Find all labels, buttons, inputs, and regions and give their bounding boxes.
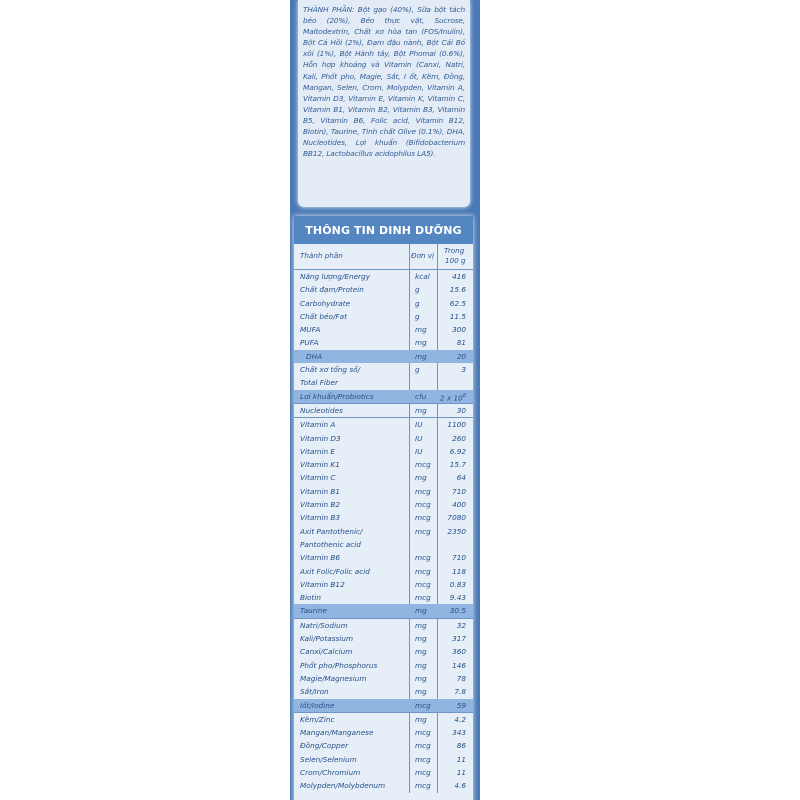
table-row [294, 604, 473, 617]
nutrient-name-line1: Đồng/Copper [300, 741, 349, 751]
nutrient-name-line1: Iốt/Iodine [300, 700, 335, 710]
nutrient-name-line2: Pantothenic acid [300, 539, 361, 549]
header-value-line1: Trong [444, 246, 465, 255]
table-rows [294, 270, 473, 793]
nutrient-name [300, 363, 360, 390]
nutrient-value-text: 360 [452, 647, 466, 657]
table-row [294, 458, 473, 471]
nutrient-value-text: 9.43 [449, 593, 466, 603]
nutrient-name-line2: Total Fiber [300, 378, 339, 388]
nutrient-name-line1: Kali/Potassium [300, 634, 354, 644]
table-row [294, 323, 473, 336]
nutrient-name-line1: MUFA [300, 325, 321, 335]
nutrient-value-text: 11 [456, 754, 466, 764]
table-row [294, 350, 473, 363]
table-row [294, 525, 473, 552]
nutrient-value [452, 632, 466, 645]
nutrient-unit: mg [415, 673, 427, 683]
nutrient-value [457, 766, 466, 779]
nutrient-value [457, 672, 466, 685]
nutrient-value [452, 485, 466, 498]
nutrient-name [306, 350, 322, 363]
nutrient-unit: mcg [415, 553, 431, 563]
table-row [294, 739, 473, 752]
nutrient-name [300, 685, 329, 698]
nutrient-value-text: 11 [456, 767, 466, 777]
nutrient-value [452, 270, 466, 283]
table-row [294, 591, 473, 604]
nutrient-name [300, 336, 319, 349]
nutrient-unit: IU [415, 446, 423, 456]
nutrient-name-line1: Canxi/Calcium [300, 647, 353, 657]
table-row [294, 645, 473, 658]
nutrient-name-line1: Vitamin B1 [300, 486, 341, 496]
nutrient-unit: mcg [415, 754, 431, 764]
nutrient-value-text: 3 [461, 365, 466, 375]
nutrient-name [300, 726, 373, 739]
table-row [294, 471, 473, 484]
nutrient-value [454, 713, 466, 726]
nutrient-value-text: 710 [452, 553, 466, 563]
nutrient-value [452, 323, 466, 336]
nutrient-value-text: 20 [456, 351, 466, 361]
table-row [294, 632, 473, 645]
nutrient-value-text: 15.6 [449, 285, 466, 295]
nutrient-name-line1: Biotin [300, 593, 322, 603]
nutrient-name [300, 498, 340, 511]
nutrient-name [300, 779, 385, 792]
nutrient-unit: mg [415, 606, 427, 616]
nutrient-unit: mcg [415, 526, 431, 536]
nutrient-name-line1: Crom/Chromium [300, 767, 361, 777]
nutrient-name-line1: Vitamin K1 [300, 460, 340, 470]
table-title: THÔNG TIN DINH DƯỠNG [294, 216, 473, 244]
nutrient-value [452, 498, 466, 511]
nutrient-value [454, 779, 466, 792]
nutrient-name [300, 323, 320, 336]
nutrient-name [300, 578, 345, 591]
nutrient-unit: g [415, 285, 420, 295]
nutrient-name-line1: DHA [306, 351, 323, 361]
nutrient-name [300, 699, 334, 712]
nutrient-name-line1: Carbohydrate [300, 298, 351, 308]
nutrient-name [300, 471, 336, 484]
nutrient-name [300, 645, 352, 658]
nutrient-name-line1: Vitamin E [300, 446, 336, 456]
nutrient-unit: mg [415, 473, 427, 483]
nutrient-unit: g [415, 365, 420, 375]
nutrient-name [300, 565, 370, 578]
nutrient-value-text: 146 [452, 660, 466, 670]
nutrient-unit: mcg [415, 593, 431, 603]
nutrient-value [447, 418, 466, 431]
nutrient-value [450, 310, 466, 323]
nutrient-name [300, 432, 341, 445]
nutrient-name-line1: Vitamin B3 [300, 513, 341, 523]
nutrient-unit: mg [415, 620, 427, 630]
table-row [294, 403, 473, 417]
nutrient-name [300, 672, 366, 685]
nutrient-unit: mg [415, 351, 427, 361]
nutrient-name-line1: Vitamin A [300, 420, 336, 430]
nutrient-unit: kcal [415, 272, 430, 281]
nutrient-value-text: 59 [456, 700, 466, 710]
nutrient-name-line1: Taurine [300, 606, 327, 616]
nutrient-value [450, 445, 466, 458]
table-row [294, 310, 473, 323]
table-row [294, 363, 473, 390]
nutrient-value-text: 7.8 [454, 687, 466, 697]
nutrient-name-line1: Natri/Sodium [300, 620, 348, 630]
table-row [294, 432, 473, 445]
nutrient-value [452, 645, 466, 658]
nutrient-value-text: 86 [456, 741, 466, 751]
nutrient-name [300, 632, 353, 645]
nutrient-value [452, 726, 466, 739]
nutrient-name-line1: Kẽm/Zinc [300, 714, 335, 724]
nutrient-name [300, 753, 357, 766]
nutrient-unit: cfu [415, 391, 427, 401]
table-row [294, 766, 473, 779]
table-row [294, 726, 473, 739]
nutrient-name [300, 713, 335, 726]
header-name: Thành phần [300, 251, 343, 260]
nutrient-name-line1: Vitamin C [300, 473, 336, 483]
nutrient-unit: mcg [415, 741, 431, 751]
nutrient-unit: mcg [415, 500, 431, 510]
nutrient-value [457, 739, 466, 752]
nutrient-unit: mg [415, 714, 427, 724]
ingredients-text: THÀNH PHẦN: Bột gạo (40%), Sữa bột tách béo (20%), Béo thực vật, Sucrose, Maltodextrin, Chất xơ hòa tan (FOS/Inulin), Bột Cá Hồi (2%), Đạm đậu nành, Bột Cải Bó xôi (1%), Bột Hành tây, Bột Phomai (0.6%), Hỗn hợp khoáng và Vitamin (Canxi, Natri, Kali, Phốt pho, Magie, Sắt, I ốt, Kẽm, Đồng, Mangan, Selen, Crom, Molypden, Vitamin A, Vitamin D3, Vitamin E, Vitamin K, Vitamin C, Vitamin B1, Vitamin B2, Vitamin B3, Vitamin B5, Vitamin B6, Folic acid, Vitamin B12, Biotin), Taurine, Tinh chất Olive (0.1%), DHA, Nucleotides, Lợi khuẩn (Bifidobacterium BB12, Lactobacillus acidophilus LA5). [298, 0, 470, 207]
nutrient-name-line1: PUFA [300, 338, 319, 348]
nutrient-value [450, 297, 466, 310]
nutrient-value [450, 458, 466, 471]
nutrient-name [300, 445, 335, 458]
nutrient-name [300, 739, 348, 752]
nutrient-name-line1: Axit Pantothenic/ [300, 526, 363, 536]
table-row [294, 753, 473, 766]
nutrient-name-line1: Sắt/Iron [300, 687, 329, 697]
nutrient-value-text: 1100 [447, 420, 466, 430]
nutrient-value-text: 78 [456, 673, 466, 683]
table-row [294, 659, 473, 672]
nutrient-unit: mcg [415, 700, 431, 710]
nutrient-unit: mg [415, 687, 427, 697]
nutrient-value [452, 565, 466, 578]
nutrition-panel [290, 0, 480, 800]
nutrient-name-line1: Selen/Selenium [300, 754, 357, 764]
nutrient-name [300, 619, 348, 632]
nutrient-name-line1: Phốt pho/Phosphorus [300, 660, 378, 670]
nutrient-value-text: 30.5 [449, 606, 466, 616]
nutrient-name [300, 604, 327, 617]
nutrient-value [452, 432, 466, 445]
nutrient-unit: mg [415, 325, 427, 335]
nutrient-name [300, 525, 362, 552]
nutrient-name [300, 659, 377, 672]
nutrient-value [454, 685, 466, 698]
table-header [294, 244, 473, 270]
table-row [294, 498, 473, 511]
nutrient-unit: g [415, 311, 420, 321]
table-row [294, 779, 473, 792]
nutrient-value-text: 2 x 10 [439, 393, 463, 403]
nutrient-name-line1: Molypden/Molybdenum [300, 781, 386, 791]
nutrient-value [457, 699, 466, 712]
nutrition-table [294, 216, 473, 800]
nutrient-value-text: 317 [452, 634, 466, 644]
nutrient-name [300, 390, 374, 403]
nutrient-unit: mcg [415, 767, 431, 777]
nutrient-value [450, 591, 466, 604]
nutrient-value-text: 7080 [447, 513, 466, 523]
header-value-line2: 100 g [445, 256, 466, 265]
nutrient-value-text: 4.6 [454, 781, 466, 791]
nutrient-name-line1: Nucleotides [300, 405, 343, 415]
nutrient-value-text: 343 [452, 728, 466, 738]
nutrient-value [450, 283, 466, 296]
nutrient-unit: mcg [415, 486, 431, 496]
nutrient-name-line1: Chất đạm/Protein [300, 285, 364, 295]
nutrient-value-text: 62.5 [449, 298, 466, 308]
nutrient-value-text: 64 [456, 473, 466, 483]
nutrient-value [450, 604, 466, 617]
nutrient-name-line1: Chất béo/Fat [300, 311, 347, 321]
nutrient-unit: mg [415, 660, 427, 670]
nutrient-value [457, 404, 466, 417]
nutrient-unit: mg [415, 634, 427, 644]
nutrient-value [452, 551, 466, 564]
nutrient-name [300, 404, 343, 417]
nutrient-value [447, 525, 466, 538]
nutrient-value-text: 30 [456, 405, 466, 415]
nutrient-value-text: 710 [452, 486, 466, 496]
table-row [294, 283, 473, 296]
nutrient-value [450, 578, 466, 591]
nutrient-value-text: 300 [452, 325, 466, 335]
nutrient-unit: g [415, 298, 420, 308]
table-row [294, 672, 473, 685]
nutrient-unit: mcg [415, 728, 431, 738]
table-row [294, 445, 473, 458]
nutrient-name-line1: Năng lượng/Energy [300, 272, 371, 281]
nutrient-name [300, 485, 340, 498]
table-row [294, 417, 473, 431]
nutrient-name [300, 418, 335, 431]
nutrient-value-text: 416 [452, 272, 466, 281]
nutrient-name-line1: Vitamin D3 [300, 433, 341, 443]
nutrient-name [300, 270, 370, 283]
nutrient-value-text: 15.7 [449, 460, 466, 470]
nutrient-value [457, 350, 466, 363]
table-row [294, 551, 473, 564]
table-row [294, 578, 473, 591]
nutrient-value [461, 363, 466, 376]
nutrient-value [457, 753, 466, 766]
nutrient-name-line1: Vitamin B12 [300, 579, 345, 589]
nutrient-name [300, 310, 347, 323]
nutrient-unit: mcg [415, 579, 431, 589]
nutrient-name [300, 511, 340, 524]
nutrient-unit: mg [415, 647, 427, 657]
nutrient-value [457, 336, 466, 349]
nutrient-value-text: 400 [452, 500, 466, 510]
table-row [294, 712, 473, 726]
table-row [294, 699, 473, 712]
nutrient-value-exponent: 8 [462, 392, 466, 399]
nutrient-name-line1: Lợi khuẩn/Probiotics [300, 391, 374, 401]
nutrient-name-line1: Vitamin B6 [300, 553, 341, 563]
nutrient-name [300, 458, 340, 471]
nutrient-unit: IU [415, 433, 423, 443]
nutrient-unit: mcg [415, 460, 431, 470]
table-row [294, 565, 473, 578]
nutrient-name [300, 766, 360, 779]
nutrient-value [447, 511, 466, 524]
header-unit: Đơn vị [411, 251, 435, 260]
nutrient-value [452, 659, 466, 672]
nutrient-unit: mcg [415, 513, 431, 523]
nutrient-name [300, 283, 364, 296]
nutrient-value-text: 81 [456, 338, 466, 348]
nutrient-name-line1: Magie/Magnesium [300, 673, 367, 683]
nutrient-unit: mcg [415, 781, 431, 791]
table-row [294, 390, 473, 403]
nutrient-value-text: 118 [452, 566, 466, 576]
nutrient-name-line1: Mangan/Manganese [300, 728, 374, 738]
nutrient-name-line1: Axit Folic/Folic acid [300, 566, 370, 576]
table-row [294, 270, 473, 283]
nutrient-name-line1: Vitamin B2 [300, 500, 341, 510]
nutrient-name [300, 591, 321, 604]
nutrient-value-text: 2350 [447, 526, 466, 536]
table-row [294, 485, 473, 498]
table-row [294, 511, 473, 524]
table-row [294, 297, 473, 310]
nutrient-unit: mg [415, 405, 427, 415]
nutrient-value-text: 0.83 [449, 579, 466, 589]
nutrient-unit: mcg [415, 566, 431, 576]
nutrient-value [457, 471, 466, 484]
table-row [294, 336, 473, 349]
table-row [294, 685, 473, 698]
nutrient-unit: mg [415, 338, 427, 348]
nutrient-name [300, 297, 350, 310]
nutrient-value-text: 4.2 [454, 714, 466, 724]
nutrient-name [300, 551, 340, 564]
nutrient-value [457, 619, 466, 632]
nutrient-value-text: 32 [456, 620, 466, 630]
nutrient-value-text: 260 [452, 433, 466, 443]
nutrient-unit: IU [415, 420, 423, 430]
table-body [294, 244, 473, 793]
nutrient-value-text: 6.92 [449, 446, 466, 456]
nutrient-value-text: 11.5 [449, 311, 466, 321]
table-row [294, 618, 473, 632]
nutrient-name-line1: Chất xơ tổng số/ [300, 365, 361, 375]
